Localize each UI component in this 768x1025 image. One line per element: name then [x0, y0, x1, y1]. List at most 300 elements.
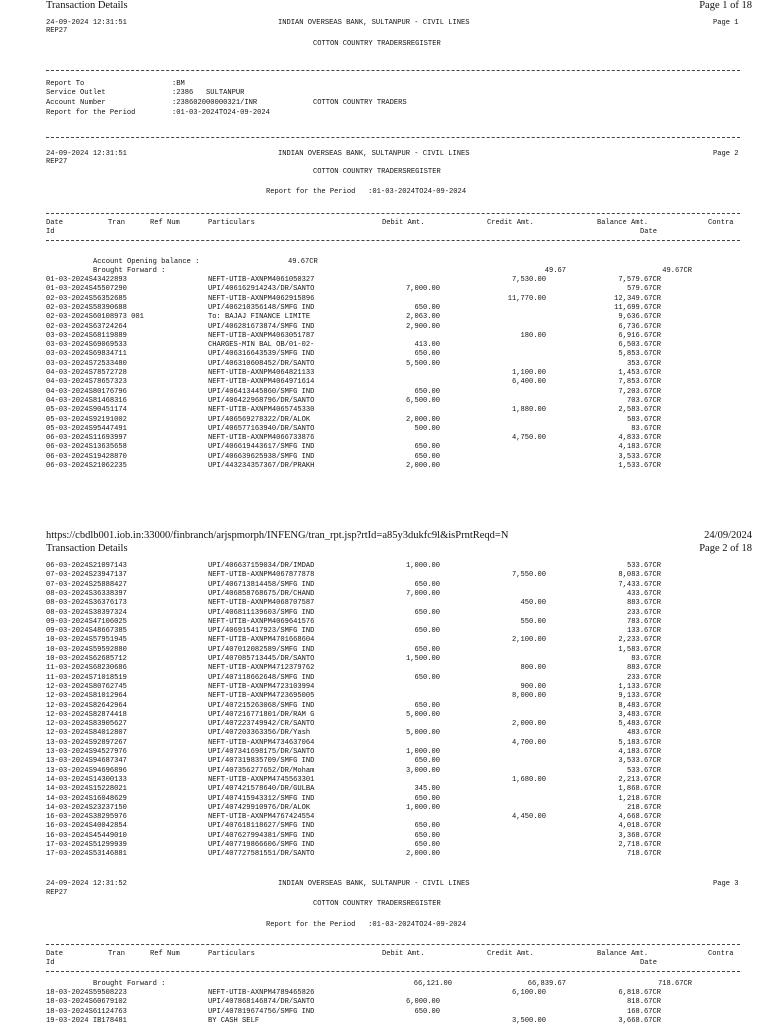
cell-debit: 650.00: [414, 452, 440, 461]
cell-particulars: NEFT-UTIB-AXNPM4066733876: [208, 434, 315, 443]
cell-debit: 650.00: [414, 1007, 440, 1016]
cell-tran-id: 02-03-2024S56352685: [46, 294, 127, 303]
cell-credit: 550.00: [520, 617, 546, 626]
column-header-row: [0, 950, 768, 958]
table-row: [0, 711, 768, 719]
cell-tran-id: 03-03-2024S72533480: [46, 359, 127, 368]
table-row: [0, 646, 768, 654]
cell-tran-id: 06-03-2024S11693997: [46, 434, 127, 443]
table-row: [0, 341, 768, 349]
table-row: [0, 664, 768, 672]
brought-forward-debit: 66,121.00: [413, 980, 452, 988]
cell-balance: 1,218.67CR: [618, 794, 661, 803]
cell-particulars: UPI/406210356148/SMFG IND: [208, 303, 315, 312]
cell-tran-id: 04-03-2024S78572728: [46, 369, 127, 377]
cell-debit: 6,000.00: [405, 998, 440, 1007]
report-timestamp: 24-09-2024 12:31:51: [46, 150, 127, 158]
cell-balance: 3,368.67CR: [618, 831, 661, 840]
col-value-date: Date: [640, 959, 658, 967]
cell-particulars: UPI/407618118627/SMFG IND: [208, 822, 315, 831]
cell-particulars: UPI/407223749942/CR/SANTO: [208, 720, 315, 729]
cell-balance: 9,133.67CR: [618, 692, 661, 701]
cell-balance: 883.67CR: [626, 664, 661, 673]
cell-tran-id: 17-03-2024S51299939: [46, 841, 127, 849]
register-title: COTTON COUNTRY TRADERSREGISTER: [313, 168, 441, 176]
cell-tran-id: 01-03-2024S45507290: [46, 285, 127, 294]
table-row: [0, 683, 768, 691]
cell-credit: 7,530.00: [511, 276, 546, 284]
cell-balance: 703.67CR: [626, 396, 661, 405]
cell-credit: 6,400.00: [511, 378, 546, 387]
col-debit: Debit Amt.: [382, 950, 425, 958]
cell-particulars: UPI/406577163940/DR/SANTO: [208, 424, 315, 433]
cell-balance: 353.67CR: [626, 359, 661, 368]
col-debit: Debit Amt.: [382, 219, 425, 227]
cell-tran-id: 09-03-2024S47106025: [46, 617, 127, 626]
bank-name: INDIAN OVERSEAS BANK, SULTANPUR - CIVIL LINES: [278, 19, 470, 27]
opening-balance-label: Account Opening balance :: [93, 258, 200, 266]
cell-particulars: UPI/407429910976/DR/ALOK: [208, 803, 311, 812]
cell-debit: 3,000.00: [405, 766, 440, 775]
col-balance: Balance Amt.: [597, 950, 649, 958]
cell-debit: 2,000.00: [405, 462, 440, 470]
cell-balance: 718.67CR: [626, 850, 661, 859]
cell-tran-id: 14-03-2024S14300133: [46, 775, 127, 784]
report-page-label: Page 3: [713, 880, 739, 888]
cell-debit: 650.00: [414, 350, 440, 359]
cell-tran-id: 10-03-2024S59592880: [46, 645, 127, 654]
cell-debit: 5,000.00: [405, 710, 440, 719]
table-row: [0, 748, 768, 756]
table-row: [0, 627, 768, 635]
cell-credit: 450.00: [520, 599, 546, 608]
cell-particulars: NEFT-UTIB-AXNPM4065745330: [208, 406, 315, 415]
cell-tran-id: 04-03-2024S78657323: [46, 378, 127, 387]
cell-tran-id: 12-03-2024S82874418: [46, 710, 127, 719]
cell-credit: 4,450.00: [511, 813, 546, 822]
cell-debit: 6,500.00: [405, 396, 440, 405]
table-row: [0, 590, 768, 598]
cell-particulars: CHARGES-MIN BAL OB/01-02-: [208, 341, 315, 350]
cell-balance: 9,636.67CR: [618, 313, 661, 322]
cell-tran-id: 13-03-2024S94696896: [46, 766, 127, 775]
cell-particulars: NEFT-UTIB-AXNPM4068707587: [208, 599, 315, 608]
cell-particulars: NEFT-UTIB-AXNPM4745563301: [208, 775, 315, 784]
print-header-title: Transaction Details: [46, 0, 128, 11]
cell-tran-id: 18-03-2024S60679102: [46, 998, 127, 1007]
cell-credit: 8,000.00: [511, 692, 546, 701]
cell-debit: 650.00: [414, 794, 440, 803]
table-row: [0, 757, 768, 765]
cell-tran-id: 06-03-2024S19428870: [46, 452, 127, 461]
cell-particulars: NEFT-UTIB-AXNPM4064971614: [208, 378, 315, 387]
cell-tran-id: 07-03-2024S23947137: [46, 571, 127, 580]
table-row: [0, 729, 768, 737]
cell-balance: 7,433.67CR: [618, 580, 661, 589]
table-row: [0, 636, 768, 644]
cell-particulars: UPI/407215263068/SMFG IND: [208, 701, 315, 710]
cell-debit: 650.00: [414, 627, 440, 636]
cell-tran-id: 14-03-2024S16048629: [46, 794, 127, 803]
cell-tran-id: 11-03-2024S71018519: [46, 673, 127, 682]
cell-particulars: UPI/407341698175/DR/SANTO: [208, 748, 315, 756]
cell-balance: 783.67CR: [626, 617, 661, 626]
cell-particulars: NEFT-UTIB-AXNPM4712379762: [208, 664, 315, 673]
table-row: [0, 804, 768, 812]
brought-forward-label: Brought Forward :: [93, 980, 166, 988]
table-row: [0, 323, 768, 331]
col-credit: Credit Amt.: [487, 219, 534, 227]
col-id: Id: [46, 228, 55, 236]
table-row: [0, 581, 768, 589]
cell-particulars: NEFT-UTIB-AXNPM4067877878: [208, 571, 315, 580]
cell-debit: 650.00: [414, 645, 440, 654]
table-row: [0, 425, 768, 433]
cell-particulars: UPI/407868146874/DR/SANTO: [208, 998, 315, 1007]
table-row: [0, 406, 768, 414]
col-particulars: Particulars: [208, 219, 255, 227]
table-row: [0, 618, 768, 626]
cell-tran-id: 14-03-2024S23237150: [46, 803, 127, 812]
cell-particulars: UPI/406422968796/DR/SANTO: [208, 396, 315, 405]
table-row: [0, 285, 768, 293]
cell-particulars: NEFT-UTIB-AXNPM4061050327: [208, 276, 315, 284]
cell-tran-id: 08-03-2024S36338397: [46, 589, 127, 598]
cell-balance: 579.67CR: [626, 285, 661, 294]
account-number-label: Account Number: [46, 99, 106, 107]
report-code: REP27: [46, 158, 68, 166]
cell-debit: 650.00: [414, 608, 440, 617]
cell-credit: 1,100.00: [511, 369, 546, 377]
cell-tran-id: 18-03-2024S61124763: [46, 1007, 127, 1016]
cell-credit: 180.00: [520, 331, 546, 340]
cell-balance: 1,583.67CR: [618, 645, 661, 654]
cell-tran-id: 10-03-2024S57951945: [46, 636, 127, 645]
cell-particulars: UPI/407421578640/DR/GULBA: [208, 785, 315, 794]
divider: [46, 70, 740, 71]
register-title: COTTON COUNTRY TRADERSREGISTER: [313, 40, 441, 48]
cell-tran-id: 03-03-2024S69069533: [46, 341, 127, 350]
cell-balance: 11,699.67CR: [614, 303, 661, 312]
cell-balance: 2,233.67CR: [618, 636, 661, 645]
cell-tran-id: 05-03-2024S95447491: [46, 424, 127, 433]
table-row: [0, 369, 768, 377]
cell-debit: 2,063.00: [405, 313, 440, 322]
cell-tran-id: 07-03-2024S25888427: [46, 580, 127, 589]
cell-particulars: UPI/406915417923/SMFG IND: [208, 627, 315, 636]
cell-debit: 2,000.00: [405, 415, 440, 424]
cell-balance: 818.67CR: [626, 998, 661, 1007]
cell-balance: 7,579.67CR: [618, 276, 661, 284]
cell-balance: 3,668.67CR: [618, 1016, 661, 1025]
cell-tran-id: 12-03-2024S80762745: [46, 682, 127, 691]
cell-particulars: UPI/406637159034/DR/IMDAD: [208, 562, 315, 570]
cell-balance: 6,503.67CR: [618, 341, 661, 350]
cell-particulars: UPI/406619443617/SMFG IND: [208, 443, 315, 452]
cell-balance: 2,718.67CR: [618, 841, 661, 849]
col-ref: Ref Num: [150, 219, 180, 227]
cell-tran-id: 10-03-2024S62685712: [46, 655, 127, 663]
col-value-date: Date: [640, 228, 658, 236]
cell-particulars: UPI/406162914243/DR/SANTO: [208, 285, 315, 294]
period-line: Report for the Period :01-03-2024TO24-09-2024: [266, 188, 467, 196]
cell-debit: 345.00: [414, 785, 440, 794]
cell-tran-id: 19-03-2024 IB178481: [46, 1016, 127, 1025]
cell-tran-id: 13-03-2024S94527976: [46, 748, 127, 756]
cell-balance: 2,583.67CR: [618, 406, 661, 415]
table-row: [0, 702, 768, 710]
cell-tran-id: 11-03-2024S68230686: [46, 664, 127, 673]
cell-particulars: UPI/406713814458/SMFG IND: [208, 580, 315, 589]
cell-balance: 1,133.67CR: [618, 682, 661, 691]
table-row: [0, 692, 768, 700]
cell-particulars: BY CASH SELF: [208, 1016, 260, 1025]
cell-particulars: UPI/406858768675/DR/CHAND: [208, 589, 315, 598]
cell-balance: 83.67CR: [631, 424, 661, 433]
cell-debit: 650.00: [414, 822, 440, 831]
cell-particulars: NEFT-UTIB-AXNPM4723103994: [208, 682, 315, 691]
divider: [46, 944, 740, 945]
cell-balance: 5,183.67CR: [618, 738, 661, 747]
cell-particulars: UPI/407719866606/SMFG IND: [208, 841, 315, 849]
table-row: [0, 397, 768, 405]
cell-balance: 6,736.67CR: [618, 322, 661, 331]
service-outlet-value: :2386 SULTANPUR: [172, 89, 245, 97]
cell-debit: 500.00: [414, 424, 440, 433]
cell-debit: 650.00: [414, 443, 440, 452]
table-row: [0, 822, 768, 830]
cell-debit: 1,000.00: [405, 748, 440, 756]
cell-tran-id: 06-03-2024S13635658: [46, 443, 127, 452]
cell-balance: 5,483.67CR: [618, 720, 661, 729]
table-row: [0, 767, 768, 775]
cell-debit: 7,000.00: [405, 589, 440, 598]
table-row: [0, 416, 768, 424]
cell-credit: 1,880.00: [511, 406, 546, 415]
table-row: [0, 276, 768, 284]
cell-credit: 6,100.00: [511, 989, 546, 997]
table-row: [0, 813, 768, 821]
cell-particulars: UPI/407085713445/DR/SANTO: [208, 655, 315, 663]
cell-particulars: UPI/406639625938/SMFG IND: [208, 452, 315, 461]
cell-tran-id: 16-03-2024S40042854: [46, 822, 127, 831]
cell-balance: 583.67CR: [626, 415, 661, 424]
cell-debit: 5,000.00: [405, 729, 440, 738]
cell-particulars: UPI/407118662648/SMFG IND: [208, 673, 315, 682]
table-row: [0, 332, 768, 340]
table-row: [0, 378, 768, 386]
cell-particulars: UPI/407727581551/DR/SANTO: [208, 850, 315, 859]
cell-balance: 4,183.67CR: [618, 443, 661, 452]
table-row: [0, 434, 768, 442]
cell-tran-id: 16-03-2024S45449010: [46, 831, 127, 840]
table-row: [0, 832, 768, 840]
cell-tran-id: 13-03-2024S94687347: [46, 757, 127, 766]
col-tran: Tran: [108, 950, 126, 958]
cell-credit: 7,550.00: [511, 571, 546, 580]
table-row: [0, 785, 768, 793]
table-row: [0, 562, 768, 570]
cell-balance: 1,533.67CR: [618, 462, 661, 470]
cell-debit: 650.00: [414, 831, 440, 840]
cell-particulars: UPI/407319835709/SMFG IND: [208, 757, 315, 766]
cell-tran-id: 09-03-2024S48667385: [46, 627, 127, 636]
column-header-row: [0, 219, 768, 227]
table-row: [0, 360, 768, 368]
cell-particulars: UPI/407216771801/DR/RAM G: [208, 710, 315, 719]
table-row: [0, 795, 768, 803]
table-row: [0, 609, 768, 617]
report-code: REP27: [46, 27, 68, 35]
cell-credit: 4,750.00: [511, 434, 546, 443]
cell-balance: 233.67CR: [626, 608, 661, 617]
cell-debit: 7,000.00: [405, 285, 440, 294]
cell-tran-id: 06-03-2024S21062235: [46, 462, 127, 470]
cell-balance: 1,868.67CR: [618, 785, 661, 794]
cell-debit: 650.00: [414, 387, 440, 396]
cell-tran-id: 03-03-2024S68119889: [46, 331, 127, 340]
cell-debit: 650.00: [414, 673, 440, 682]
col-ref: Ref Num: [150, 950, 180, 958]
report-timestamp: 24-09-2024 12:31:51: [46, 19, 127, 27]
table-row: [0, 462, 768, 470]
cell-balance: 1,453.67CR: [618, 369, 661, 377]
column-header-row-2: [0, 959, 768, 967]
cell-balance: 4,183.67CR: [618, 748, 661, 756]
cell-particulars: To: BAJAJ FINANCE LIMITE: [208, 313, 311, 322]
cell-balance: 168.67CR: [626, 1007, 661, 1016]
cell-tran-id: 17-03-2024S53146881: [46, 850, 127, 859]
cell-tran-id: 05-03-2024S90451174: [46, 406, 127, 415]
cell-particulars: UPI/406413445860/SMFG IND: [208, 387, 315, 396]
table-row: [0, 295, 768, 303]
col-credit: Credit Amt.: [487, 950, 534, 958]
brought-forward-balance: 718.67CR: [657, 980, 692, 988]
cell-tran-id: 03-03-2024S69834711: [46, 350, 127, 359]
cell-particulars: UPI/406811139603/SMFG IND: [208, 608, 315, 617]
cell-tran-id: 06-03-2024S21097143: [46, 562, 127, 570]
cell-particulars: UPI/407415943312/SMFG IND: [208, 794, 315, 803]
opening-balance-value: 49.67CR: [288, 258, 318, 266]
cell-balance: 8,483.67CR: [618, 701, 661, 710]
report-page-label: Page 1: [713, 19, 739, 27]
cell-particulars: NEFT-UTIB-AXNPM4767424554: [208, 813, 315, 822]
col-contra: Contra: [708, 950, 734, 958]
cell-tran-id: 14-03-2024S15228021: [46, 785, 127, 794]
print-page-number: Page 1 of 18: [699, 0, 752, 11]
cell-debit: 1,000.00: [405, 803, 440, 812]
cell-debit: 5,500.00: [405, 359, 440, 368]
cell-particulars: UPI/407012082589/SMFG IND: [208, 645, 315, 654]
cell-balance: 7,203.67CR: [618, 387, 661, 396]
cell-particulars: UPI/407356277652/DR/Moham: [208, 766, 315, 775]
cell-debit: 650.00: [414, 580, 440, 589]
table-row: [0, 1008, 768, 1016]
cell-tran-id: 12-03-2024S81012964: [46, 692, 127, 701]
cell-particulars: UPI/406310608452/DR/SANTO: [208, 359, 315, 368]
table-row: [0, 998, 768, 1006]
cell-balance: 533.67CR: [626, 562, 661, 570]
table-row: [0, 304, 768, 312]
print-date: 24/09/2024: [704, 530, 752, 541]
cell-credit: 2,000.00: [511, 720, 546, 729]
cell-tran-id: 08-03-2024S36376173: [46, 599, 127, 608]
cell-particulars: UPI/407819674756/SMFG IND: [208, 1007, 315, 1016]
cell-particulars: NEFT-UTIB-AXNPM4734637064: [208, 738, 315, 747]
period-line: Report for the Period :01-03-2024TO24-09-2024: [266, 921, 467, 929]
col-particulars: Particulars: [208, 950, 255, 958]
cell-balance: 3,483.67CR: [618, 710, 661, 719]
brought-forward-label: Brought Forward :: [93, 267, 166, 275]
table-row: [0, 453, 768, 461]
cell-balance: 883.67CR: [626, 599, 661, 608]
column-header-row-2: [0, 228, 768, 236]
period-value: :01-03-2024TO24-09-2024: [172, 109, 270, 117]
cell-debit: 1,000.00: [405, 562, 440, 570]
cell-balance: 7,853.67CR: [618, 378, 661, 387]
cell-particulars: UPI/406281673874/SMFG IND: [208, 322, 315, 331]
print-url: https://cbdlb001.iob.in:33000/finbranch/arjspmorph/INFENG/tran_rpt.jsp?rtId=a85y3dukfc9l&isPrntReqd=N: [46, 530, 509, 541]
table-row: [0, 739, 768, 747]
cell-credit: 900.00: [520, 682, 546, 691]
cell-particulars: NEFT-UTIB-AXNPM4063051787: [208, 331, 315, 340]
cell-particulars: UPI/407203363356/DR/Yash: [208, 729, 311, 738]
cell-particulars: NEFT-UTIB-AXNPM4069641576: [208, 617, 315, 626]
cell-debit: 650.00: [414, 303, 440, 312]
table-row: [0, 571, 768, 579]
cell-credit: 800.00: [520, 664, 546, 673]
table-row: [0, 655, 768, 663]
print-header-title: Transaction Details: [46, 543, 128, 554]
cell-debit: 650.00: [414, 841, 440, 849]
cell-credit: 2,100.00: [511, 636, 546, 645]
cell-tran-id: 04-03-2024S80176796: [46, 387, 127, 396]
cell-particulars: NEFT-UTIB-AXNPM4723695005: [208, 692, 315, 701]
cell-tran-id: 12-03-2024S83905627: [46, 720, 127, 729]
cell-balance: 6,916.67CR: [618, 331, 661, 340]
table-row: [0, 674, 768, 682]
cell-tran-id: 02-03-2024S60108973 001: [46, 313, 144, 322]
account-number-value: :238602000000321/INR: [172, 99, 258, 107]
cell-balance: 133.67CR: [626, 627, 661, 636]
cell-credit: 11,770.00: [507, 294, 546, 303]
col-tran: Tran: [108, 219, 126, 227]
table-row: [0, 776, 768, 784]
divider: [46, 213, 740, 214]
cell-debit: 2,900.00: [405, 322, 440, 331]
col-contra: Contra: [708, 219, 734, 227]
cell-credit: 3,500.00: [511, 1016, 546, 1025]
cell-balance: 533.67CR: [626, 766, 661, 775]
brought-forward-balance: 49.67CR: [662, 267, 692, 275]
table-row: [0, 841, 768, 849]
divider: [46, 971, 740, 972]
bank-name: INDIAN OVERSEAS BANK, SULTANPUR - CIVIL LINES: [278, 150, 470, 158]
report-to-value: :BM: [172, 80, 185, 88]
brought-forward-credit: 66,839.67: [527, 980, 566, 988]
bank-name: INDIAN OVERSEAS BANK, SULTANPUR - CIVIL LINES: [278, 880, 470, 888]
cell-debit: 413.00: [414, 341, 440, 350]
table-row: [0, 350, 768, 358]
divider: [46, 137, 740, 138]
col-id: Id: [46, 959, 55, 967]
cell-balance: 433.67CR: [626, 589, 661, 598]
report-to-label: Report To: [46, 80, 85, 88]
col-date: Date: [46, 950, 64, 958]
cell-balance: 218.67CR: [626, 803, 661, 812]
table-row: [0, 388, 768, 396]
cell-tran-id: 02-03-2024S58390688: [46, 303, 127, 312]
